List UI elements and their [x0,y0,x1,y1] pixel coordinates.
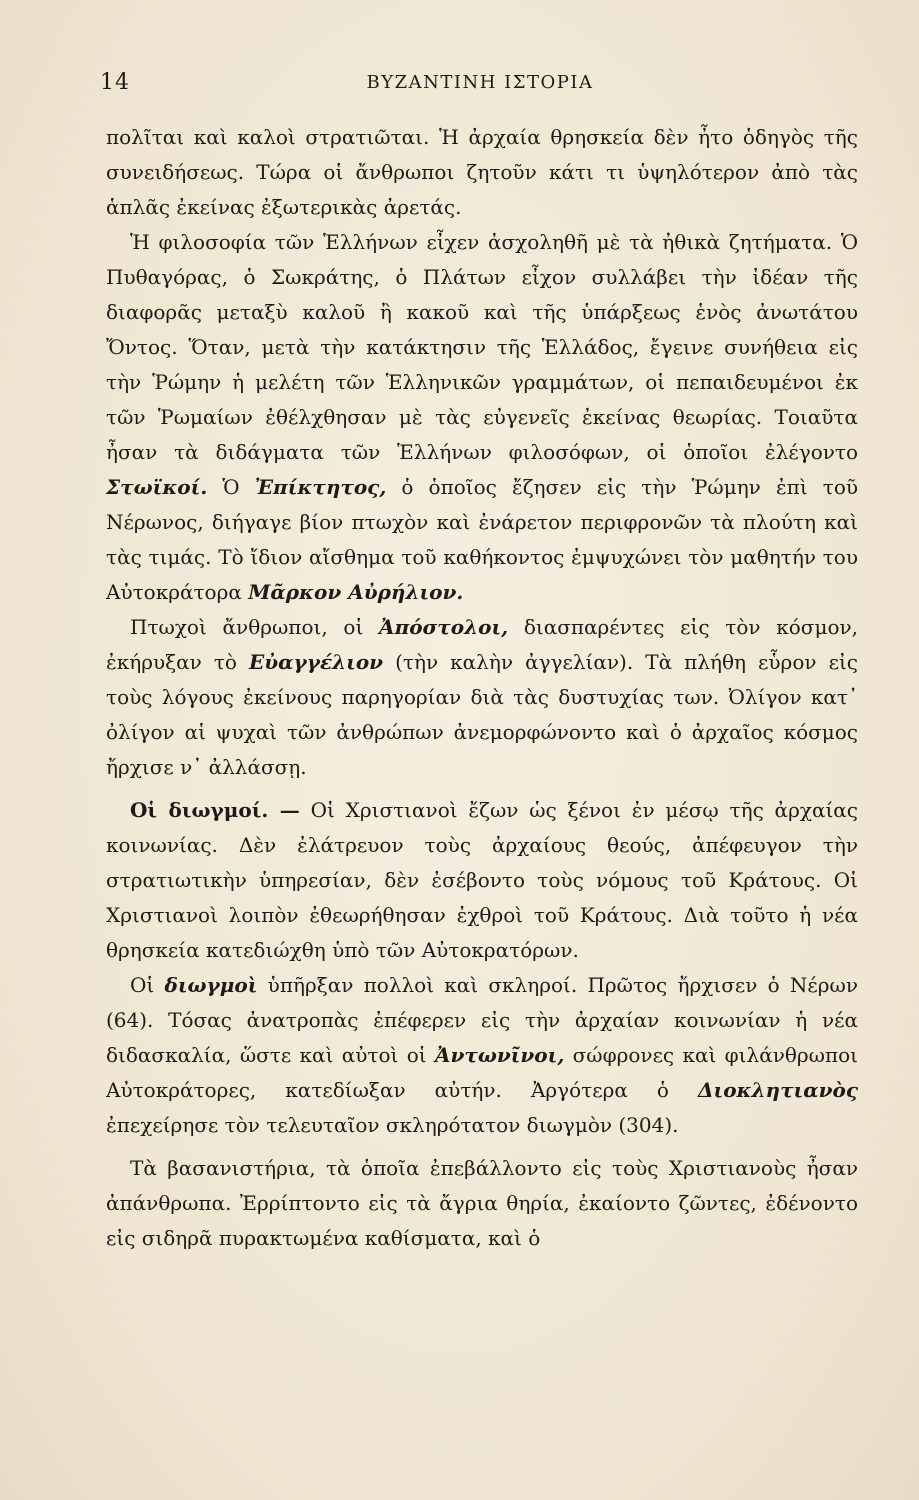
page-number: 14 [100,70,130,95]
emphasis-epictetus: Ἐπίκτητος, [254,475,387,499]
paragraph-text: Ἡ φιλοσοφία τῶν Ἑλλήνων εἶχεν ἀσχοληθῆ μὲ τὰ ἠθικὰ ζητήματα. Ὁ Πυθαγόρας, ὁ Σωκράτης, ὁ Πλάτων εἶχον συλλάβει τὴν ἰδέαν τῆς διαφορᾶς μεταξὺ καλοῦ ἢ κακοῦ καὶ τῆς ὑπάρξεως ἑνὸς ἀνωτάτου Ὄντος. Ὅταν, μετὰ τὴν κατάκτησιν τῆς Ἑλλάδος, ἔγεινε συνήθεια εἰς τὴν Ῥώμην ἡ μελέτη τῶν Ἑλληνικῶν γραμμάτων, οἱ πεπαιδευμένοι ἐκ τῶν Ῥωμαίων ἐθέλχθησαν μὲ τὰς εὐγενεῖς ἐκείνας θεωρίας. Τοιαῦτα ἦσαν τὰ διδάγματα τῶν Ἑλλήνων φιλοσόφων, οἱ ὁποῖοι ἐλέγοντο [106,230,858,464]
paragraph-3 [106,610,858,785]
emphasis-diocletian: Διοκλητιανὸς [698,1078,859,1102]
paragraph-2 [106,225,858,610]
paragraph-text: ἐπεχείρησε τὸν τελευταῖον σκληρότατον διωγμὸν (304). [106,1113,679,1137]
page-header [100,70,860,106]
paragraph-1 [106,120,858,225]
emphasis-stoics: Στωϊκοί. [106,475,208,499]
paragraph-text: Οἱ Χριστιανοὶ ἔζων ὡς ξένοι ἐν μέσῳ τῆς ἀρχαίας κοινωνίας. Δὲν ἐλάτρευον τοὺς ἀρχαίους θεούς, ἀπέφευγον τὴν στρατιωτικὴν ὑπηρεσίαν, δὲν ἐσέβοντο τοὺς νόμους τοῦ Κράτους. Οἱ Χριστιανοὶ λοιπὸν ἐθεωρήθησαν ἐχθροὶ τοῦ Κράτους. Διὰ τοῦτο ἡ νέα θρησκεία κατεδιώχθη ὑπὸ τῶν Αὐτοκρατόρων. [106,798,858,962]
paragraph-text: Οἱ [130,973,155,997]
running-head: ΒΥΖΑΝΤΙΝΗ ΙΣΤΟΡΙΑ [366,72,594,93]
paragraph-5 [106,968,858,1143]
paragraph-text: Πτωχοὶ ἄνθρωποι, οἱ [130,615,364,639]
paragraph-text: (τὴν καλὴν ἀγγελίαν). Τὰ πλήθη εὗρον εἰς τοὺς λόγους ἐκείνους παρηγορίαν διὰ τὰς δυστυχίας των. Ὀλίγον κατ᾽ ὀλίγον αἱ ψυχαὶ τῶν ἀνθρώπων ἀνεμορφώνοντο καὶ ὁ ἀρχαῖος κόσμος ἤρχισε ν᾽ ἀλλάσσῃ. [106,650,858,779]
emphasis-marcus-aurelius: Μᾶρκον Αὐρήλιον. [248,580,464,604]
emphasis-gospel: Εὐαγγέλιον [249,650,384,674]
paragraph-text: σώφρονες καὶ φιλάνθρωποι Αὐτοκράτορες, κατεδίωξαν αὐτήν. Ἀργότερα ὁ [106,1043,858,1102]
paragraph-text: ὁ ὁποῖος ἔζησεν εἰς τὴν Ῥώμην ἐπὶ τοῦ Νέρωνος, διήγαγε βίον πτωχὸν καὶ ἐνάρετον περιφρονῶν τὰ πλούτη καὶ τὰς τιμάς. Τὸ ἴδιον αἴσθημα τοῦ καθήκοντος ἐμψυχώνει τὸν μαθητήν του Αὐτοκράτορα [106,475,859,604]
emphasis-antonines: Ἀντωνῖνοι, [434,1043,565,1067]
body-text [106,120,858,1256]
paragraph-text: πολῖται καὶ καλοὶ στρατιῶται. Ἡ ἀρχαία θρησκεία δὲν ἦτο ὁδηγὸς τῆς συνειδήσεως. Τώρα οἱ ἄνθρωποι ζητοῦν κάτι τι ὑψηλότερον ἀπὸ τὰς ἁπλᾶς ἐκείνας ἐξωτερικὰς ἀρετάς. [106,125,858,219]
paragraph-text: Ὁ [222,475,240,499]
paragraph-6 [106,1151,858,1256]
paragraph-text: Τὰ βασανιστήρια, τὰ ὁποῖα ἐπεβάλλοντο εἰς τοὺς Χριστιανοὺς ἦσαν ἀπάνθρωπα. Ἐρρίπτοντο εἰς τὰ ἄγρια θηρία, ἐκαίοντο ζῶντες, ἐδένοντο εἰς σιδηρᾶ πυρακτωμένα καθίσματα, καὶ ὁ [106,1156,858,1250]
paragraph-4 [106,793,858,968]
paragraph-text: ὑπῆρξαν πολλοὶ καὶ σκληροί. Πρῶτος ἤρχισεν ὁ Νέρων (64). Τόσας ἀνατροπὰς ἐπέφερεν εἰς τὴν ἀρχαίαν κοινωνίαν ἡ νέα διδασκαλία, ὥστε καὶ αὐτοὶ οἱ [106,973,858,1067]
emphasis-persecutions: διωγμοὶ [164,973,258,997]
emphasis-apostles: Ἀπόστολοι, [379,615,509,639]
paragraph-text: διασπαρέντες εἰς τὸν κόσμον, ἐκήρυξαν τὸ [106,615,859,674]
section-heading: Οἱ διωγμοί. — [130,798,300,822]
